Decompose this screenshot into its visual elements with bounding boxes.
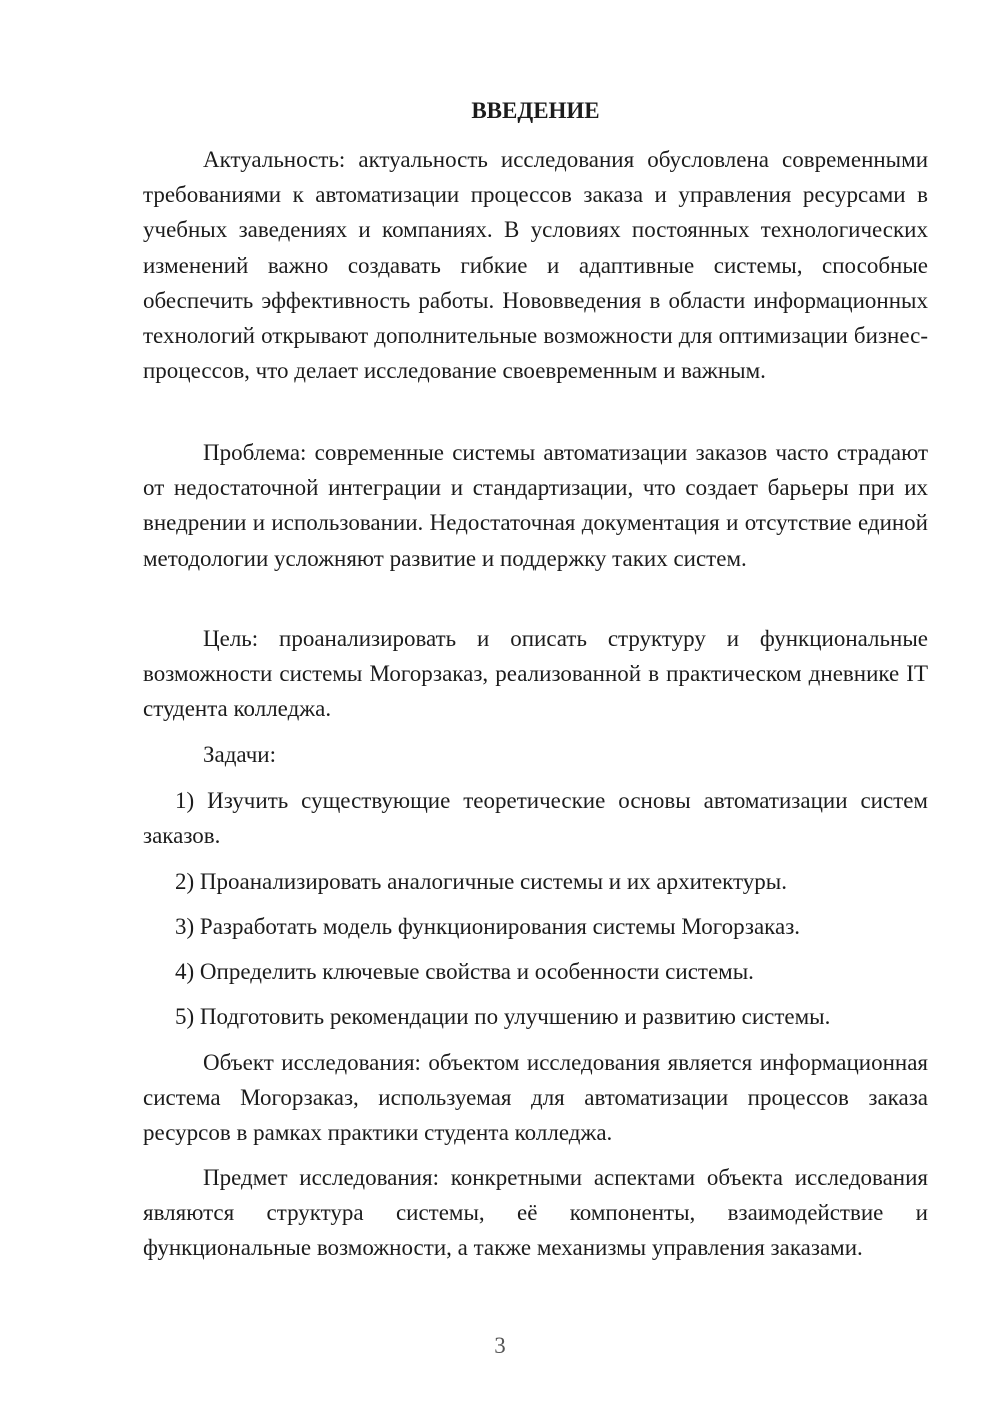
task-item: 2) Проанализировать аналогичные системы и их архитектуры. bbox=[175, 869, 787, 894]
task-item: 4) Определить ключевые свойства и особенности системы. bbox=[175, 959, 754, 984]
paragraph-goal: Цель: проанализировать и описать структуру и функциональные возможности системы Могорзаказ, реализованной в практическом дневнике IT студента колледжа. bbox=[143, 626, 928, 722]
tasks-label: Задачи: bbox=[203, 742, 276, 767]
paragraph-relevance: Актуальность: актуальность исследования обусловлена современными требованиями к автоматизации процессов заказа и управления ресурсами в учебных заведениях и компаниях. В условиях постоянных технологических изменений важно создавать гибкие и адаптивные системы, способные обеспечить эффективность работы. Нововведения в области информационных технологий открывают дополнительные возможности для оптимизации бизнес-процессов, что делает исследование своевременным и важным. bbox=[143, 147, 928, 384]
task-item: 1) Изучить существующие теоретические основы автоматизации систем заказов. bbox=[143, 788, 928, 849]
page-number: 3 bbox=[494, 1333, 506, 1358]
paragraph-problem: Проблема: современные системы автоматизации заказов часто страдают от недостаточной интеграции и стандартизации, что создает барьеры при их внедрении и использовании. Недостаточная документация и отсутствие единой методологии усложняют развитие и поддержку таких систем. bbox=[143, 440, 928, 571]
paragraph-subject: Предмет исследования: конкретными аспектами объекта исследования являются структура системы, её компоненты, взаимодействие и функциональные возможности, а также механизмы управления заказами. bbox=[143, 1165, 928, 1261]
task-item: 5) Подготовить рекомендации по улучшению и развитию системы. bbox=[175, 1004, 831, 1029]
task-item: 3) Разработать модель функционирования системы Могорзаказ. bbox=[175, 914, 801, 939]
paragraph-object: Объект исследования: объектом исследования является информационная система Могорзаказ, используемая для автоматизации процессов заказа ресурсов в рамках практики студента колледжа. bbox=[143, 1050, 928, 1146]
page-title: ВВЕДЕНИЕ bbox=[471, 98, 600, 123]
